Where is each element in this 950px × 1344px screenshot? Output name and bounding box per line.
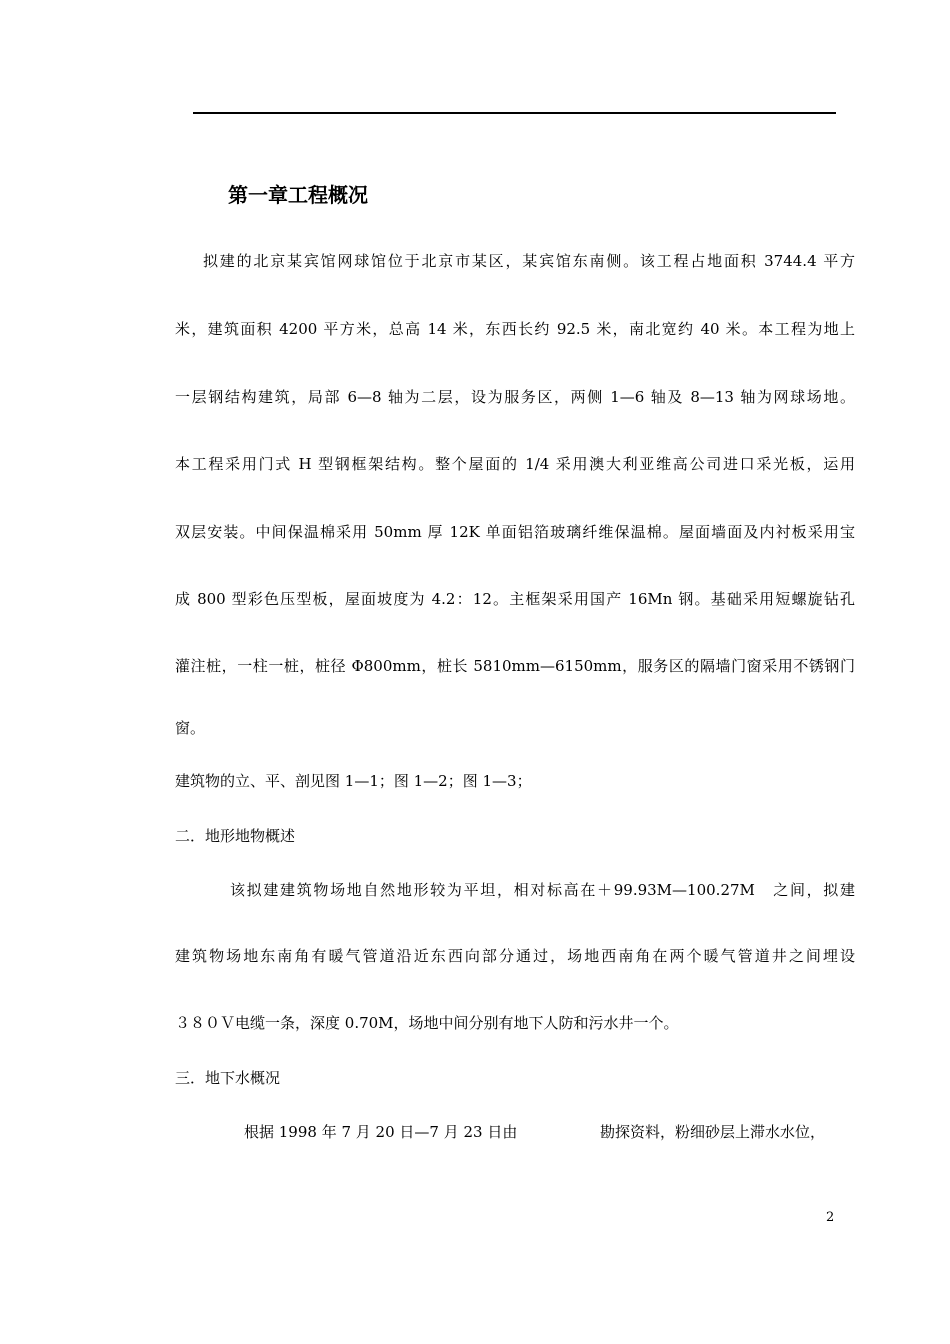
figures-reference: 建筑物的立、平、剖见图 1—1；图 1—2；图 1—3； — [175, 772, 532, 790]
text-line: 窗。 — [175, 719, 206, 737]
text-line: 米，建筑面积 4200 平方米，总高 14 米，东西长约 92.5 米，南北宽约 40 米。本工程为地上 — [175, 320, 855, 338]
text-line: 勘探资料，粉细砂层上滞水水位， — [600, 1123, 826, 1141]
text-line: 该拟建建筑物场地自然地形较为平坦，相对标高在＋99.93M—100.27M 之间，拟建 — [230, 881, 855, 899]
section-heading-terrain: 二．地形地物概述 — [175, 827, 296, 845]
text-line: 本工程采用门式 H 型钢框架结构。整个屋面的 1/4 采用澳大利亚维高公司进口采光板，运用 — [175, 455, 855, 473]
chapter-title: 第一章工程概况 — [228, 183, 368, 207]
text-line: 灌注桩，一柱一桩，桩径 Φ800mm，桩长 5810mm—6150mm，服务区的隔墙门窗采用不锈钢门 — [175, 657, 855, 675]
text-line: 根据 1998 年 7 月 20 日—7 月 23 日由 — [244, 1123, 518, 1141]
text-line: 成 800 型彩色压型板，屋面坡度为 4.2：12。主框架采用国产 16Mn 钢。基础采用短螺旋钻孔 — [175, 590, 855, 608]
page-number: 2 — [826, 1210, 835, 1225]
section-heading-groundwater: 三．地下水概况 — [175, 1069, 281, 1087]
text-line: 建筑物场地东南角有暖气管道沿近东西向部分通过，场地西南角在两个暖气管道井之间埋设 — [175, 947, 855, 965]
text-line: 一层钢结构建筑，局部 6—8 轴为二层，设为服务区，两侧 1—6 轴及 8—13 轴为网球场地。 — [175, 388, 855, 406]
text-line: 拟建的北京某宾馆网球馆位于北京市某区，某宾馆东南侧。该工程占地面积 3744.4 平方 — [203, 252, 855, 270]
text-line: ３８０Ｖ电缆一条，深度 0.70M，场地中间分别有地下人防和污水井一个。 — [175, 1014, 679, 1032]
header-rule — [193, 112, 836, 114]
text-line: 双层安装。中间保温棉采用 50mm 厚 12K 单面铝箔玻璃纤维保温棉。屋面墙面及内衬板采用宝 — [175, 523, 855, 541]
